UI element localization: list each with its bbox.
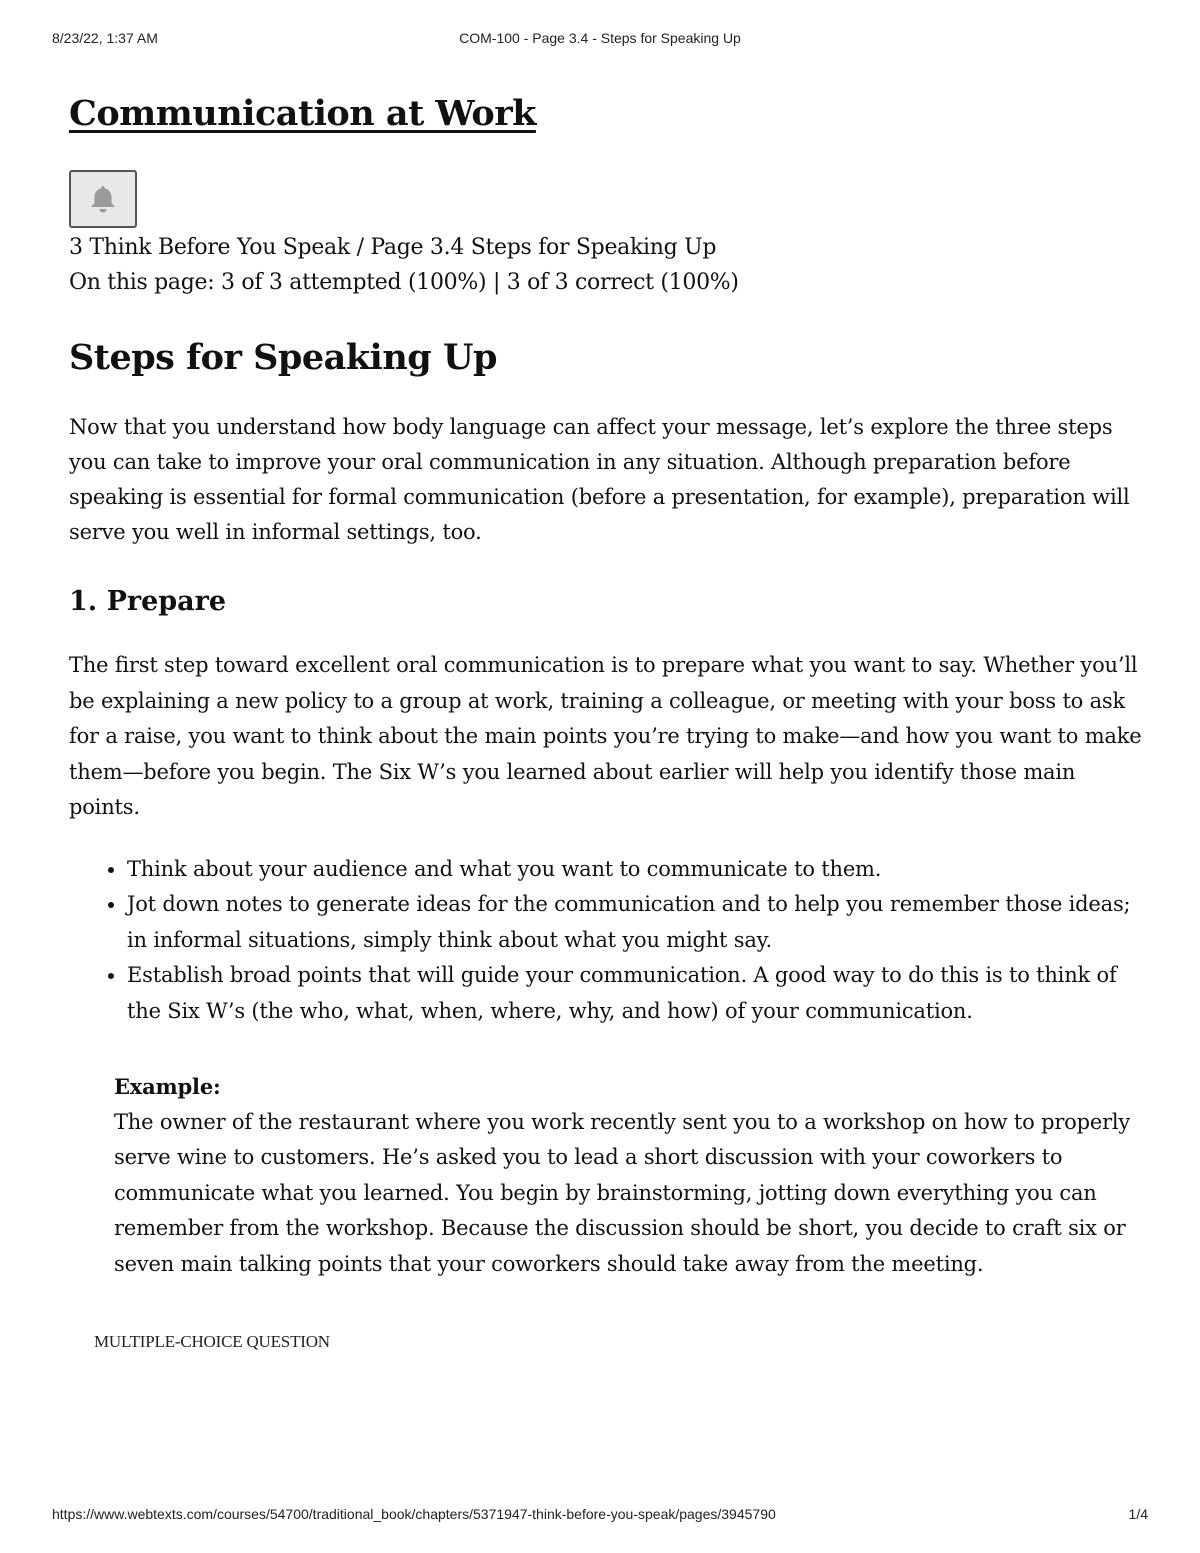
notification-button[interactable] bbox=[69, 170, 137, 228]
list-item: • Think about your audience and what you want to communicate to them. bbox=[127, 852, 1149, 888]
section-heading: 1. Prepare bbox=[69, 586, 227, 617]
example-label: Example: bbox=[114, 1074, 221, 1099]
print-page-title: COM-100 - Page 3.4 - Steps for Speaking Up bbox=[459, 30, 741, 46]
course-title-link[interactable]: Communication at Work bbox=[69, 93, 536, 134]
intro-paragraph: Now that you understand how body language can affect your message, let’s explore the three steps you can take to improve your oral communication in any situation. Although preparation before speaking is essential for formal communication (before a presentation, for example), preparation will serve you well in informal settings, too. bbox=[69, 415, 1130, 544]
print-url: https://www.webtexts.com/courses/54700/traditional_book/chapters/5371947-think-before-you-speak/pages/3945790 bbox=[52, 1506, 776, 1522]
tips-list bbox=[69, 852, 1149, 1030]
print-date: 8/23/22, 1:37 AM bbox=[52, 30, 158, 46]
progress-summary: On this page: 3 of 3 attempted (100%) | 3 of 3 correct (100%) bbox=[69, 270, 739, 295]
example-text: The owner of the restaurant where you work recently sent you to a workshop on how to properly serve wine to customers. He’s asked you to lead a short discussion with your coworkers to communicate what you learned. You begin by brainstorming, jotting down everything you can remember from the workshop. Because the discussion should be short, you decide to craft six or seven main talking points that your coworkers should take away from the meeting. bbox=[114, 1109, 1131, 1276]
list-item: • Jot down notes to generate ideas for the communication and to help you remember those ideas; in informal situations, simply think about what you might say. bbox=[127, 887, 1149, 958]
breadcrumb: 3 Think Before You Speak / Page 3.4 Steps for Speaking Up bbox=[69, 235, 717, 260]
question-type-label: MULTIPLE-CHOICE QUESTION bbox=[94, 1332, 330, 1351]
section-paragraph: The first step toward excellent oral communication is to prepare what you want to say. Whether you’ll be explaining a new policy to a group at work, training a colleague, or meeting with your boss to ask for a raise, you want to think about the main points you’re trying to make—and how you want to make them—before you begin. The Six W’s you learned about earlier will help you identify those main points. bbox=[69, 653, 1142, 819]
main-content bbox=[69, 88, 1149, 1352]
bell-icon bbox=[88, 183, 118, 215]
print-page-number: 1/4 bbox=[1128, 1506, 1148, 1522]
example-box bbox=[114, 1069, 1149, 1282]
page-title: Steps for Speaking Up bbox=[69, 337, 497, 378]
list-item: • Establish broad points that will guide your communication. A good way to do this is to think of the Six W’s (the who, what, when, where, why, and how) of your communication. bbox=[127, 958, 1149, 1029]
